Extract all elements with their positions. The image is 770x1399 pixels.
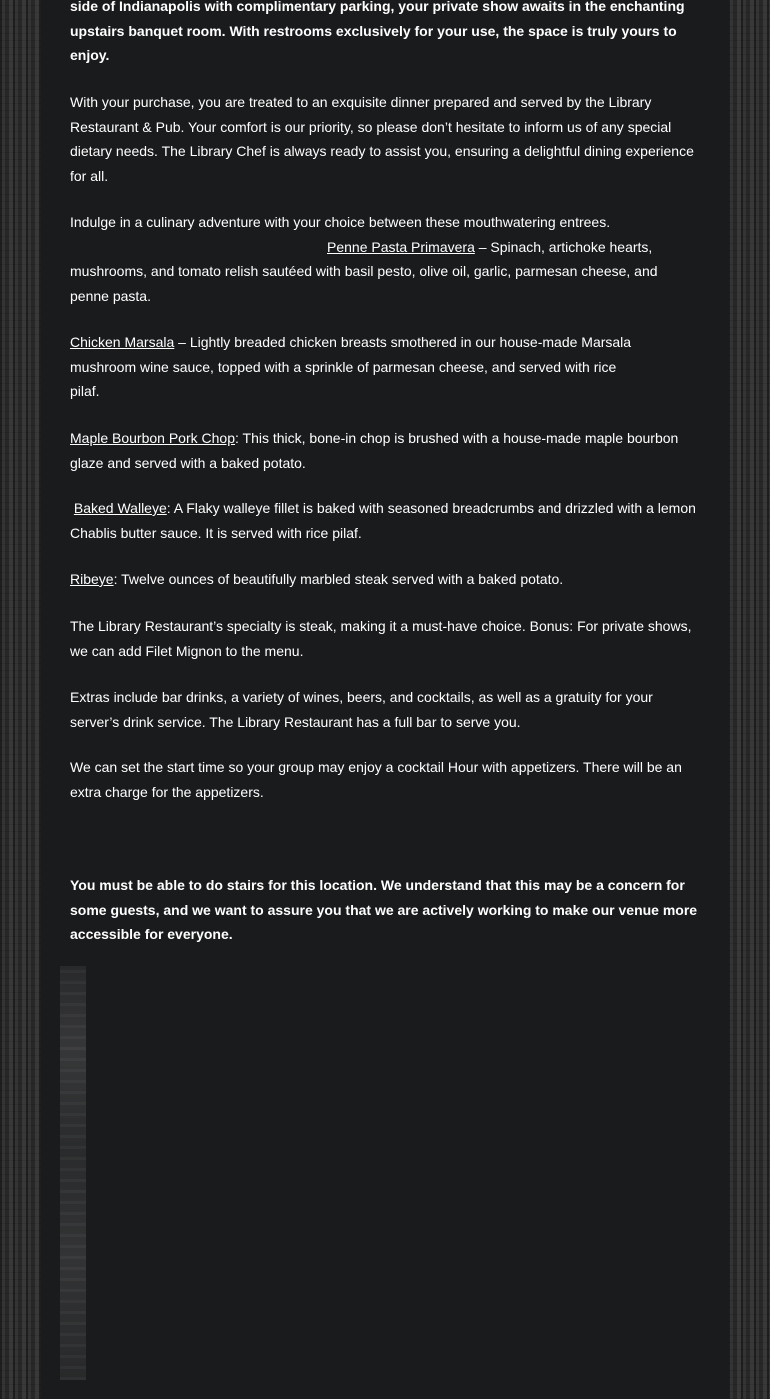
- venue-intro-line-1: side of Indianapolis with complimentary parking, your private show awaits in the enchanting: [70, 0, 685, 14]
- pork-chop-paragraph: [70, 426, 700, 475]
- start-time-paragraph: We can set the start time so your group may enjoy a cocktail Hour with appetizers. There will be an extra charge for the appetizers.: [70, 759, 682, 800]
- venue-intro-line-3: enjoy.: [70, 47, 110, 63]
- ribeye-paragraph: [70, 567, 700, 592]
- baked-walleye-link[interactable]: Baked Walleye: [73, 500, 167, 516]
- entrees-intro-text: Indulge in a culinary adventure with your choice between these mouthwatering entrees.: [70, 214, 611, 230]
- venue-photo: [60, 966, 86, 1380]
- venue-intro-line-2: upstairs banquet room. With restrooms exclusively for your use, the space is truly yours to: [70, 22, 677, 39]
- ribeye-desc: : Twelve ounces of beautifully marbled steak served with a baked potato.: [113, 571, 564, 587]
- chicken-marsala-desc-2: pilaf.: [70, 383, 100, 399]
- extras-paragraph: Extras include bar drinks, a variety of wines, beers, and cocktails, as well as a gratuity for your server’s drink service. The Library Restaurant has a full bar to serve you.: [70, 689, 653, 730]
- dinner-paragraph: With your purchase, you are treated to an exquisite dinner prepared and served by the Library Restaurant & Pub. Your comfort is our priority, so please don’t hesitate to inform us of any special dietary needs. The Library Chef is always ready to assist you, ensuring a delightful dining experience for all.: [70, 94, 694, 184]
- penne-pasta-primavera-link[interactable]: Penne Pasta Primavera: [327, 238, 475, 255]
- pork-chop-desc: : This thick, bone-in chop is brushed with a house-made maple bourbon glaze and served with a baked potato.: [70, 430, 679, 471]
- penne-pasta-desc-2: mushrooms, and tomato relish sautéed with basil pesto, olive oil, garlic, parmesan cheese, and penne pasta.: [70, 263, 658, 304]
- chicken-marsala-desc-1: – Lightly breaded chicken breasts smothered in our house-made Marsala mushroom wine sauce, topped with a sprinkle of parmesan cheese, and served with rice: [70, 334, 632, 375]
- venue-intro-paragraph: [70, 0, 700, 68]
- chicken-marsala-link[interactable]: Chicken Marsala: [70, 334, 175, 350]
- walleye-paragraph: [70, 496, 700, 545]
- walleye-desc: : A Flaky walleye fillet is baked with seasoned breadcrumbs and drizzled with a lemon Chablis butter sauce. It is served with rice pilaf.: [70, 500, 696, 541]
- specialty-paragraph: The Library Restaurant’s specialty is steak, making it a must-have choice. Bonus: For private shows, we can add Filet Mignon to the menu.: [70, 618, 692, 659]
- penne-pasta-desc-1: – Spinach, artichoke hearts,: [474, 238, 653, 255]
- entrees-intro-paragraph: [70, 210, 700, 308]
- maple-bourbon-pork-chop-link[interactable]: Maple Bourbon Pork Chop: [70, 430, 235, 446]
- chicken-marsala-paragraph: [70, 330, 700, 404]
- page-content: [41, 0, 729, 1399]
- stairs-notice-paragraph: You must be able to do stairs for this location. We understand that this may be a concern for some guests, and we want to assure you that we are actively working to make our venue more accessible for everyone.: [70, 877, 698, 942]
- ribeye-link[interactable]: Ribeye: [70, 571, 114, 587]
